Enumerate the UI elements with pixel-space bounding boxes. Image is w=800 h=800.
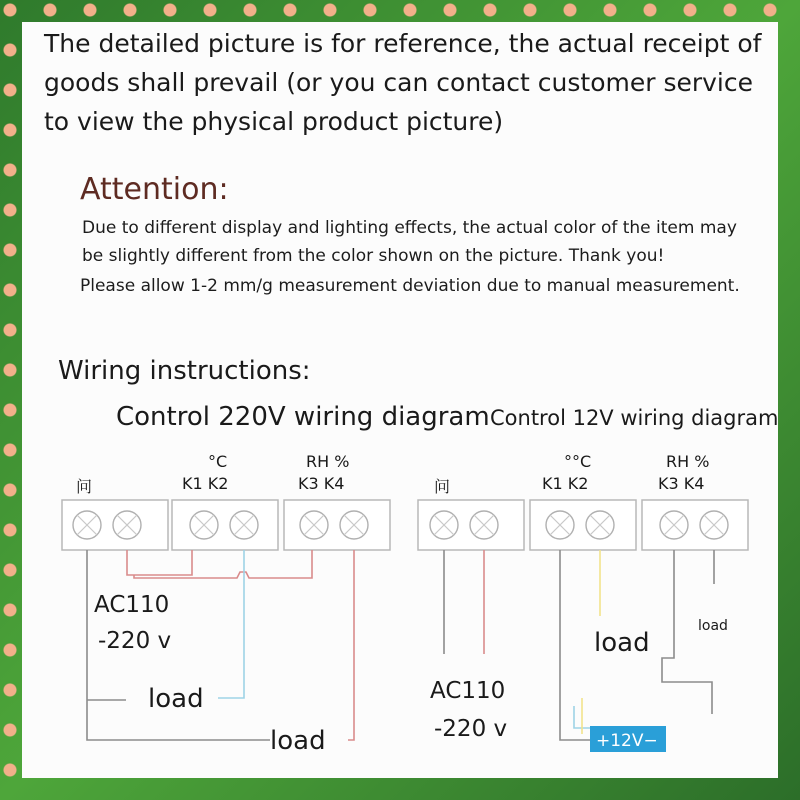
d220-temp-block bbox=[172, 500, 278, 550]
d12-rh-block bbox=[642, 500, 748, 550]
d12-common-wire bbox=[662, 550, 712, 714]
d220-power-label: 问 bbox=[76, 477, 93, 496]
d12-temp-terminals: K1 K2 bbox=[542, 474, 589, 493]
d220-temp-terminals: K1 K2 bbox=[182, 474, 229, 493]
d220-supply-2: -220 v bbox=[98, 628, 172, 654]
diagram-12-title: Control 12V wiring diagram bbox=[490, 406, 779, 430]
d220-rh-unit: RH % bbox=[306, 452, 350, 471]
d12-load-2: load bbox=[698, 618, 728, 634]
battery-label: +12V− bbox=[596, 731, 658, 751]
attention-line-2: be slightly different from the color shown on the picture. Thank you! bbox=[82, 246, 665, 266]
d12-power-label: 问 bbox=[434, 477, 451, 496]
d220-temp-unit: °C bbox=[208, 452, 228, 471]
diagram-220-title: Control 220V wiring diagram bbox=[116, 402, 490, 432]
d220-live-jumper bbox=[127, 550, 192, 575]
d12-rh-terminals: K3 K4 bbox=[658, 474, 705, 493]
d220-rh-terminals: K3 K4 bbox=[298, 474, 345, 493]
info-panel bbox=[22, 22, 778, 778]
d12-load-1: load bbox=[594, 628, 650, 658]
d12-ground-wire bbox=[560, 550, 590, 740]
d12-supply-1: AC110 bbox=[430, 678, 506, 704]
attention-line-1: Due to different display and lighting effects, the actual color of the item may bbox=[82, 218, 737, 238]
wiring-title: Wiring instructions: bbox=[58, 356, 311, 386]
d220-load2-wire bbox=[348, 550, 354, 740]
attention-title: Attention: bbox=[80, 172, 229, 207]
d12-rh-unit: RH % bbox=[666, 452, 710, 471]
attention-line-3: Please allow 1-2 mm/g measurement deviation due to manual measurement. bbox=[80, 276, 740, 296]
d220-load-2: load bbox=[270, 726, 326, 756]
reference-note: The detailed picture is for reference, the actual receipt of goods shall prevail (or you can contact customer service to view the physical product picture) bbox=[44, 29, 762, 136]
d12-temp-unit: °°C bbox=[564, 452, 592, 471]
d220-live-wire bbox=[134, 550, 312, 578]
d220-load-1: load bbox=[148, 684, 204, 714]
d12-supply-2: -220 v bbox=[434, 716, 508, 742]
wiring-diagrams bbox=[22, 22, 778, 778]
d220-supply-1: AC110 bbox=[94, 592, 170, 618]
